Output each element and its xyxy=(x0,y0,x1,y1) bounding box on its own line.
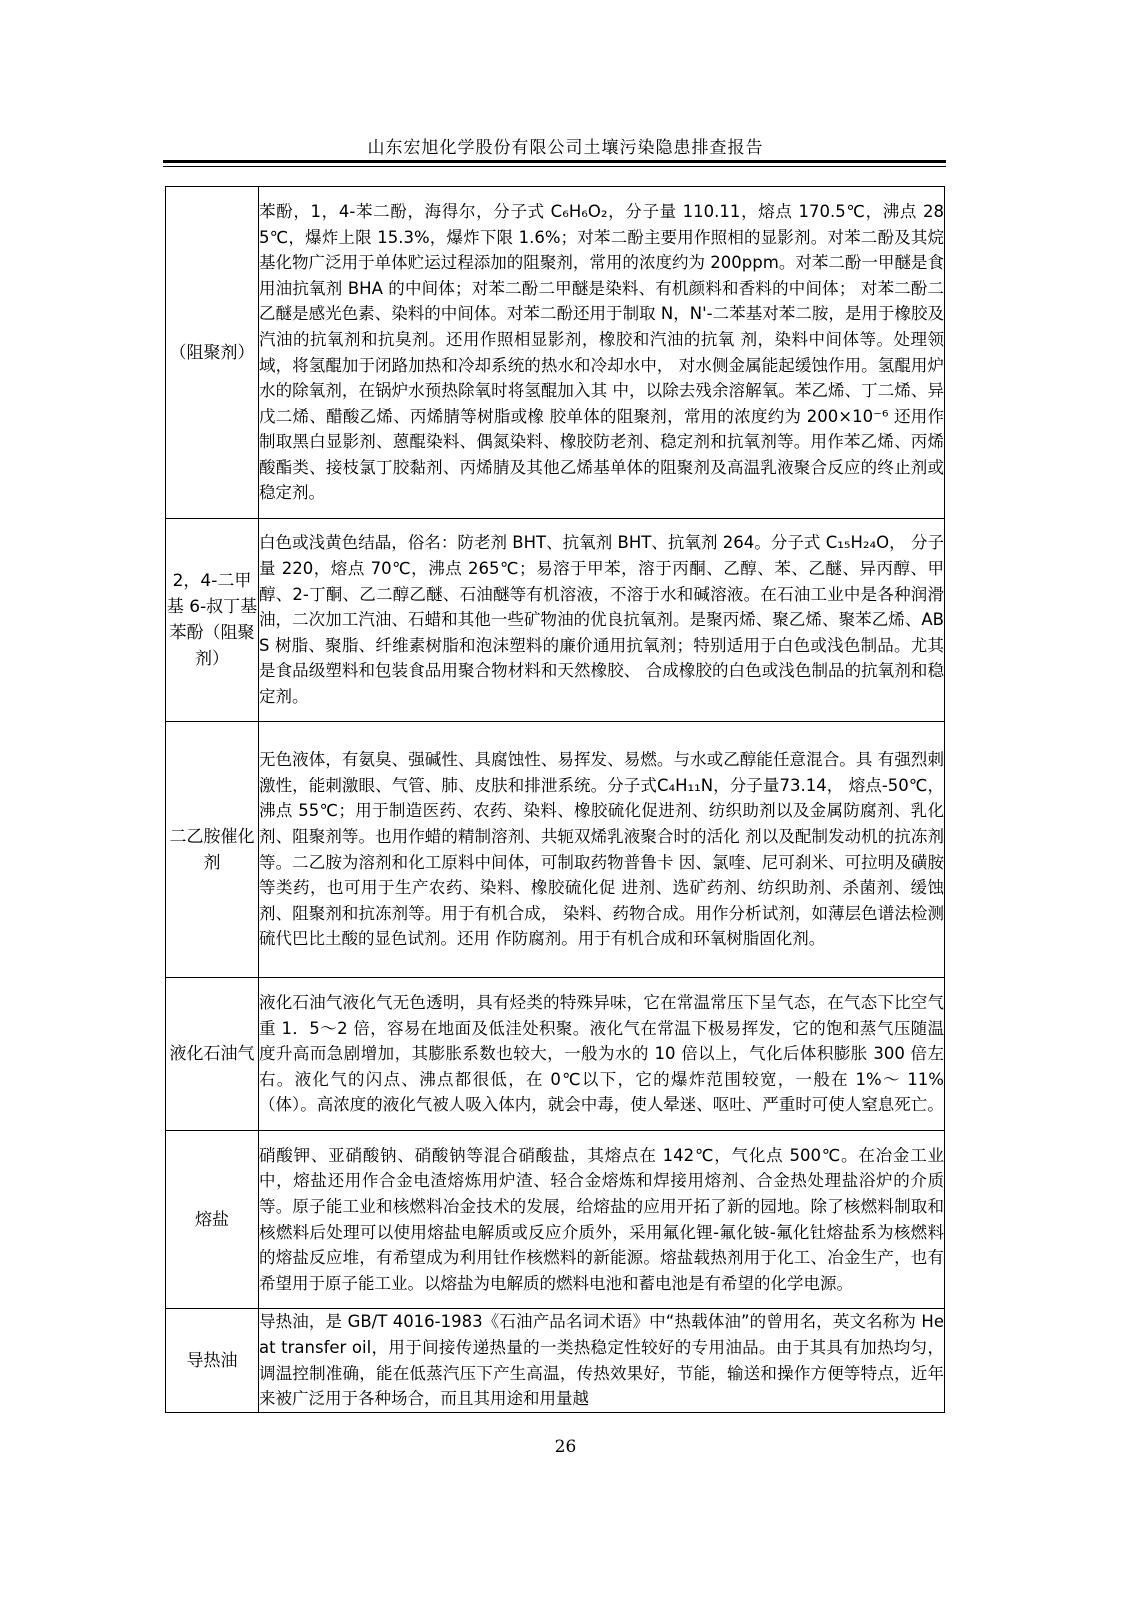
table-row xyxy=(166,1131,945,1309)
chemical-description-cell: 苯酚，1，4-苯二酚，海得尔，分子式 C₆H₆O₂，分子量 110.11，熔点 170.5℃，沸点 285℃，爆炸上限 15.3%，爆炸下限 1.6%；对苯二酚主要用作照相的显影剂。对苯二酚及其烷基化物广泛用于单体贮运过程添加的阻聚剂，常用的浓度约为 200ppm。对苯二酚一甲醚是食用油抗氧剂 BHA 的中间体；对苯二酚二甲醚是染料、有机颜料和香料的中间体； 对苯二酚二乙醚是感光色素、染料的中间体。对苯二酚还用于制取 N，N'-二苯基对苯二胺，是用于橡胶及汽油的抗氧剂和抗臭剂。还用作照相显影剂，橡胶和汽油的抗氧 剂，染料中间体等。处理领域，将氢醌加于闭路加热和冷却系统的热水和冷却水中， 对水侧金属能起缓蚀作用。氢醌用炉水的除氧剂，在锅炉水预热除氧时将氢醌加入其 中，以除去残余溶解氧。苯乙烯、丁二烯、异戊二烯、醋酸乙烯、丙烯腈等树脂或橡 胶单体的阻聚剂，常用的浓度约为 200×10⁻⁶ 还用作制取黑白显影剂、蒽醌染料、偶氮染料、橡胶防老剂、稳定剂和抗氧剂等。用作苯乙烯、丙烯酸酯类、接枝氯丁胶黏剂、丙烯腈及其他乙烯基单体的阻聚剂及高温乳液聚合反应的终止剂或稳定剂。 xyxy=(259,187,945,519)
chemical-description-cell: 无色液体，有氨臭、强碱性、具腐蚀性、易挥发、易燃。与水或乙醇能任意混合。具 有强烈刺激性，能刺激眼、气管、肺、皮肤和排泄系统。分子式C₄H₁₁N，分子量73.14， 熔点-50℃，沸点 55℃；用于制造医药、农药、染料、橡胶硫化促进剂、纺织助剂以及金属防腐剂、乳化剂、阻聚剂等。也用作蜡的精制溶剂、共轭双烯乳液聚合时的活化 剂以及配制发动机的抗冻剂等。二乙胺为溶剂和化工原料中间体，可制取药物普鲁卡 因、氯喹、尼可刹米、可拉明及磺胺等类药，也可用于生产农药、染料、橡胶硫化促 进剂、选矿药剂、纺织助剂、杀菌剂、缓蚀剂、阻聚剂和抗冻剂等。用于有机合成， 染料、药物合成。用作分析试剂，如薄层色谱法检测硫代巴比土酸的显色试剂。还用 作防腐剂。用于有机合成和环氧树脂固化剂。 xyxy=(259,722,945,978)
chemical-name-cell: 液化石油气 xyxy=(166,978,259,1131)
table-row xyxy=(166,1309,945,1413)
chemical-name-cell: 二乙胺催化剂 xyxy=(166,722,259,978)
header-rule-thick xyxy=(163,160,946,163)
chemical-description-cell: 导热油，是 GB/T 4016-1983《石油产品名词术语》中“热载体油”的曾用名，英文名称为 Heat transfer oil，用于间接传递热量的一类热稳定性较好的专用油品。由于其具有加热均匀，调温控制准确，能在低蒸汽压下产生高温，传热效果好，节能，输送和操作方便等特点，近年来被广泛用于各种场合，而且其用途和用量越 xyxy=(259,1309,945,1413)
page-header-title: 山东宏旭化学股份有限公司土壤污染隐患排查报告 xyxy=(367,138,764,158)
chemical-description-cell: 白色或浅黄色结晶，俗名：防老剂 BHT、抗氧剂 BHT、抗氧剂 264。分子式 C₁₅H₂₄O， 分子量 220，熔点 70℃，沸点 265℃；易溶于甲苯，溶于丙酮、乙醇、苯、乙醚、异丙醇、甲醇、2-丁酮、乙二醇乙醚、石油醚等有机溶液，不溶于水和碱溶液。在石油工业中是各种润滑油，二次加工汽油、石蜡和其他一些矿物油的优良抗氧剂。是聚丙烯、聚乙烯、聚苯乙烯、ABS 树脂、聚脂、纤维素树脂和泡沫塑料的廉价通用抗氧剂；特别适用于白色或浅色制品。尤其是食品级塑料和包装食品用聚合物材料和天然橡胶、 合成橡胶的白色或浅色制品的抗氧剂和稳定剂。 xyxy=(259,519,945,722)
chemical-name-cell: （阻聚剂） xyxy=(166,187,259,519)
chemical-name-cell: 熔盐 xyxy=(166,1131,259,1309)
header-rule-thin xyxy=(163,166,946,167)
chemical-name-cell: 导热油 xyxy=(166,1309,259,1413)
table-row xyxy=(166,187,945,519)
chemical-description-cell: 硝酸钾、亚硝酸钠、硝酸钠等混合硝酸盐，其熔点在 142℃，气化点 500℃。在冶金工业中，熔盐还用作合金电渣熔炼用炉渣、轻合金熔炼和焊接用熔剂、合金热处理盐浴炉的介质等。原子能工业和核燃料冶金技术的发展，给熔盐的应用开拓了新的园地。除了核燃料制取和核燃料后处理可以使用熔盐电解质或反应介质外，采用氟化锂-氟化铍-氟化钍熔盐系为核燃料的熔盐反应堆，有希望成为利用钍作核燃料的新能源。熔盐载热剂用于化工、冶金生产，也有希望用于原子能工业。以熔盐为电解质的燃料电池和蓄电池是有希望的化学电源。 xyxy=(259,1131,945,1309)
table-row xyxy=(166,722,945,978)
table-row xyxy=(166,519,945,722)
page-number: 26 xyxy=(554,1437,577,1457)
chemical-name-cell: 2，4-二甲基 6-叔丁基苯酚（阻聚剂） xyxy=(166,519,259,722)
table-row xyxy=(166,978,945,1131)
chemical-property-table xyxy=(165,186,945,1413)
chemical-description-cell: 液化石油气液化气无色透明，具有烃类的特殊异味，它在常温常压下呈气态，在气态下比空气重 1．5～2 倍，容易在地面及低洼处积聚。液化气在常温下极易挥发，它的饱和蒸气压随温度升高而急剧增加，其膨胀系数也较大，一般为水的 10 倍以上，气化后体积膨胀 300 倍左右。液化气的闪点、沸点都很低，在 0℃以下，它的爆炸范围较宽，一般在 1%～ 11%（体）。高浓度的液化气被人吸入体内，就会中毒，使人晕迷、呕吐、严重时可使人窒息死亡。 xyxy=(259,978,945,1131)
